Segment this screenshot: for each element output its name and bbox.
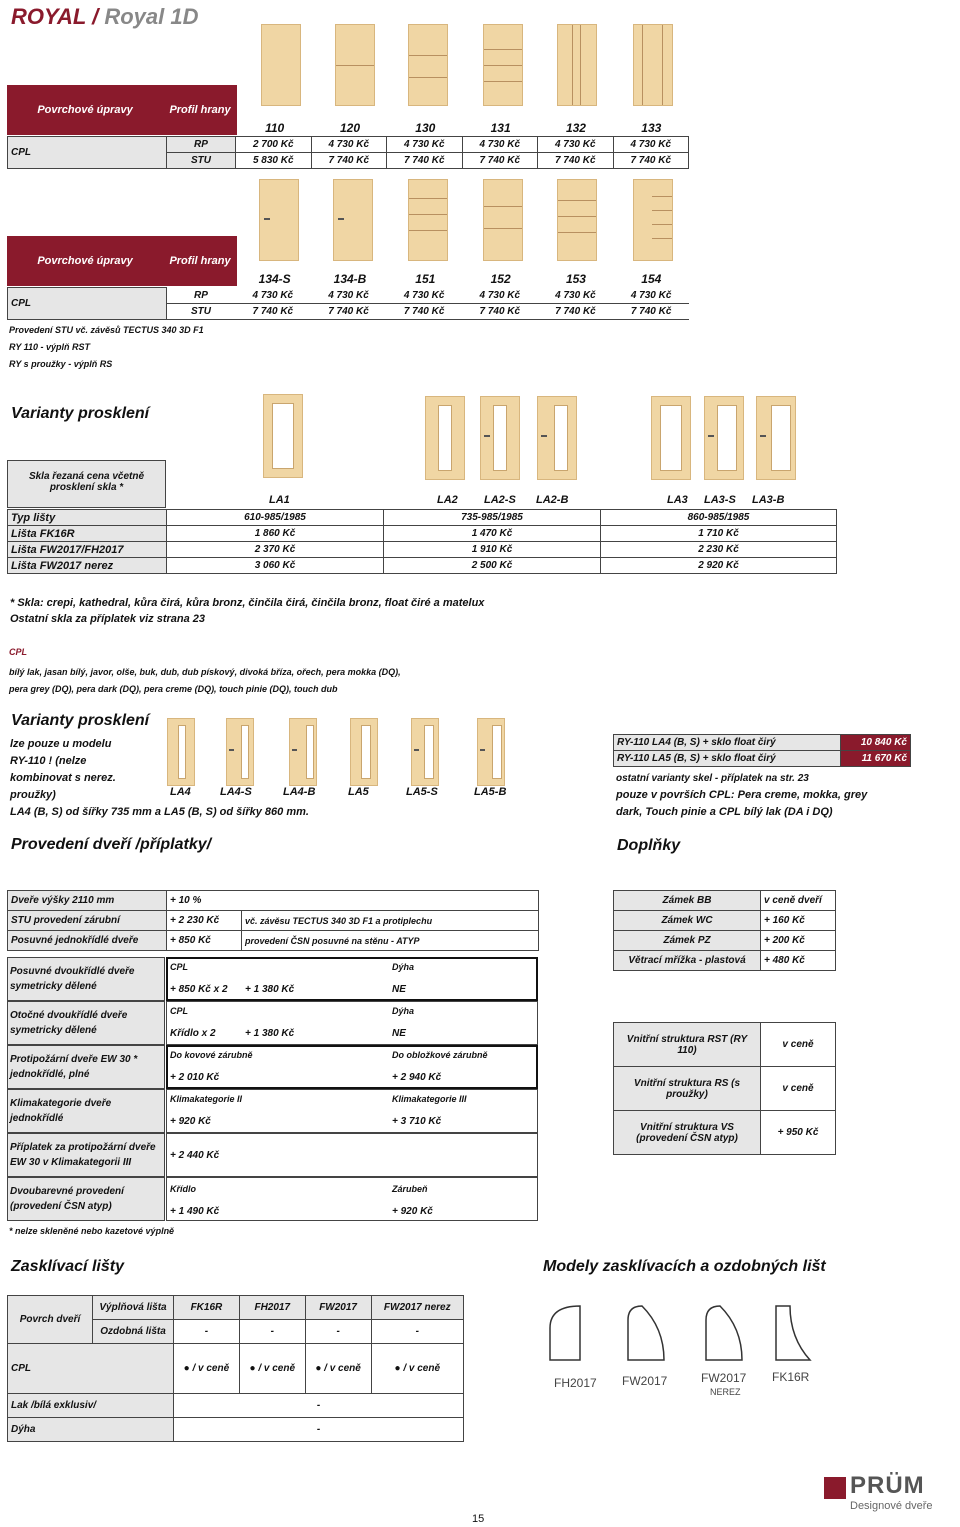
- note-line: RY 110 - výplň RST: [9, 342, 91, 352]
- profile-sublabel: NEREZ: [710, 1387, 741, 1397]
- option-head: Do obložkové zárubně: [392, 1050, 488, 1060]
- profile-fh2017-shape: [550, 1306, 580, 1360]
- glazing-cell: 2 370 Kč: [167, 542, 384, 558]
- molding-cell: -: [174, 1394, 464, 1418]
- glazing2-text-line: RY-110 ! (nelze: [10, 755, 87, 767]
- door-la5-image: [350, 718, 378, 786]
- accessory-price: + 200 Kč: [761, 931, 836, 951]
- option-value: + 2 940 Kč: [392, 1072, 442, 1083]
- glass-note-2: Ostatní skla za příplatek viz strana 23: [10, 613, 206, 625]
- glass-notes: [10, 595, 484, 627]
- option-value: + 2 230 Kč: [167, 911, 242, 931]
- page-title: [11, 4, 198, 30]
- glazing-row-label: Lišta FW2017/FH2017: [8, 542, 167, 558]
- option-head: CPL: [170, 962, 188, 972]
- glazing-table: [7, 509, 837, 574]
- structure-label: Vnitřní struktura RS (s proužky): [614, 1067, 761, 1111]
- model-label: 130: [415, 121, 436, 135]
- price-cell: 7 740 Kč: [613, 153, 689, 169]
- price-cell: 4 730 Kč: [387, 137, 463, 153]
- glass-note-1: * Skla: crepi, kathedral, kůra čirá, kůra bronz, činčila čirá, činčila bronz, float čiré a matelux: [10, 597, 485, 609]
- structure-price: v ceně: [761, 1023, 836, 1067]
- option-label: Dveře výšky 2110 mm: [8, 891, 167, 911]
- price-cell: 4 730 Kč: [252, 289, 294, 301]
- model-title: Royal 1D: [104, 4, 199, 29]
- glazing2-title: Varianty prosklení: [11, 712, 150, 729]
- profile-label: FW2017: [622, 1374, 668, 1388]
- option-head: Dýha: [392, 1006, 415, 1016]
- price-cell: 7 740 Kč: [403, 306, 445, 317]
- door-la2b-image: [537, 396, 577, 480]
- model-label: 151: [415, 272, 436, 286]
- accessory-price: v ceně dveří: [761, 891, 836, 911]
- glazing2-model: LA5-S: [406, 786, 438, 798]
- option-value: NE: [392, 984, 406, 995]
- price-cell: 4 730 Kč: [328, 289, 369, 301]
- profile-label: RP: [194, 289, 208, 301]
- profile-fk16r-shape: [776, 1306, 810, 1360]
- option-label: Posuvné jednokřídlé dveře: [8, 931, 167, 951]
- glazing2-text-line: kombinovat s nerez.: [10, 772, 116, 784]
- profile-label: FK16R: [772, 1370, 810, 1384]
- profile-label: FH2017: [554, 1376, 597, 1390]
- price-cell: 2 700 Kč: [236, 137, 312, 153]
- price-cell: 7 740 Kč: [479, 306, 521, 317]
- glazing2-model: LA4: [170, 786, 191, 798]
- door-la3b-image: [756, 396, 796, 480]
- cpl-colors-line: pera grey (DQ), pera dark (DQ), pera creme (DQ), touch pinie (DQ), touch dub: [9, 684, 338, 694]
- structure-label: Vnitřní struktura VS (provedení ČSN atyp): [614, 1111, 761, 1155]
- price-cell: 4 730 Kč: [538, 137, 614, 153]
- profile-fw2017-nerez-shape: [706, 1306, 742, 1360]
- molding-decor: -: [174, 1320, 240, 1344]
- structure-price: + 950 Kč: [761, 1111, 836, 1155]
- models-title: Modely zasklívacích a ozdobných lišt: [543, 1258, 826, 1275]
- moldings-table: [7, 1295, 464, 1442]
- option-head: Křídlo: [170, 1184, 196, 1194]
- glazing-cell: 1 910 Kč: [384, 542, 601, 558]
- glazing-model: LA1: [269, 494, 290, 506]
- price-cell: 7 740 Kč: [555, 306, 596, 317]
- table2-notes: [9, 322, 204, 373]
- glazing-model: LA3-S: [704, 494, 736, 506]
- moldings-head-fill: Výplňová lišta: [93, 1296, 174, 1320]
- door-la5b-image: [477, 718, 505, 786]
- door-la3-image: [651, 396, 691, 480]
- glazing2-text: [10, 736, 309, 821]
- price-cell: 4 730 Kč: [311, 137, 387, 153]
- price-table-1: [7, 85, 689, 135]
- profile-label: STU: [191, 306, 211, 317]
- header-surface: Povrchové úpravy: [7, 236, 163, 286]
- option-label: Otočné dvoukřídlé dveře symetricky dělené: [7, 1001, 165, 1045]
- price-cell: 7 740 Kč: [630, 306, 672, 317]
- option-value: + 10 %: [167, 891, 539, 911]
- option-value: Křídlo x 2: [170, 1028, 216, 1039]
- door-la4-image: [167, 718, 195, 786]
- glazing-cell: 3 060 Kč: [167, 558, 384, 574]
- option-value: + 1 380 Kč: [245, 1028, 295, 1039]
- model-label: 152: [490, 272, 511, 286]
- model-label: 134-B: [333, 272, 367, 286]
- options-table: [7, 890, 539, 951]
- option-head: Klimakategorie II: [170, 1094, 243, 1104]
- model-label: 134-S: [258, 272, 291, 286]
- structure-table: [613, 1022, 836, 1155]
- glazing-cell: 2 230 Kč: [601, 542, 837, 558]
- option-label: Klimakategorie dveře jednokřídlé: [7, 1089, 165, 1133]
- door-la1-image: [263, 394, 303, 478]
- door-la5s-image: [411, 718, 439, 786]
- glazing2-text-line: lze pouze u modelu: [10, 738, 112, 750]
- ry-price: 11 670 Kč: [841, 751, 911, 767]
- option-value: + 920 Kč: [392, 1206, 433, 1217]
- glazing-model: LA3: [667, 494, 688, 506]
- molding-col: FW2017: [305, 1296, 371, 1320]
- profile-fw2017-shape: [628, 1306, 664, 1360]
- glazing-cell: 1 860 Kč: [167, 526, 384, 542]
- ry-label: RY-110 LA5 (B, S) + sklo float čirý: [614, 751, 841, 767]
- ry-note: pouze v površích CPL: Pera creme, mokka, grey: [616, 789, 868, 801]
- glazing-cell: 1 470 Kč: [384, 526, 601, 542]
- glazing-cell: 860-985/1985: [601, 510, 837, 526]
- glazing2-width-note: LA4 (B, S) od šířky 735 mm a LA5 (B, S) od šířky 860 mm.: [10, 806, 309, 818]
- model-label: 133: [641, 121, 662, 135]
- option-label: Příplatek za protipožární dveře EW 30 v Klimakategorii III: [7, 1133, 165, 1177]
- option-note: vč. závěsu TECTUS 340 3D F1 a protiplechu: [242, 911, 539, 931]
- note-line: RY s proužky - výplň RS: [9, 359, 113, 369]
- ry-label: RY-110 LA4 (B, S) + sklo float čirý: [614, 735, 841, 751]
- price-cell: 7 740 Kč: [328, 306, 369, 317]
- ry-table: [613, 734, 911, 767]
- price-cell: 4 730 Kč: [479, 289, 521, 301]
- price-cell: 4 730 Kč: [462, 137, 538, 153]
- moldings-title: Zasklívací lišty: [11, 1258, 124, 1275]
- option-value: + 920 Kč: [170, 1116, 211, 1127]
- option-label: STU provedení zárubní: [8, 911, 167, 931]
- option-label: Dvoubarevné provedení (provedení ČSN atyp): [7, 1177, 165, 1221]
- option-head: Do kovové zárubně: [170, 1050, 253, 1060]
- accessory-label: Zámek BB: [614, 891, 761, 911]
- molding-cell: ● / v ceně: [371, 1344, 463, 1394]
- option-label: Posuvné dvoukřídlé dveře symetricky dělené: [7, 957, 165, 1001]
- glazing-model: LA2: [437, 494, 458, 506]
- glazing-cell: 610-985/1985: [167, 510, 384, 526]
- option-box: [166, 1177, 538, 1221]
- option-value: NE: [392, 1028, 406, 1039]
- option-value: + 1 380 Kč: [245, 984, 295, 995]
- price-cell: 7 740 Kč: [387, 153, 463, 169]
- option-value: + 850 Kč: [167, 931, 242, 951]
- structure-price: v ceně: [761, 1067, 836, 1111]
- option-head: Klimakategorie III: [392, 1094, 467, 1104]
- moldings-head-surface: Povrch dveří: [8, 1296, 93, 1344]
- molding-cell: ● / v ceně: [305, 1344, 371, 1394]
- molding-cell: ● / v ceně: [239, 1344, 305, 1394]
- accessory-price: + 480 Kč: [761, 951, 836, 971]
- molding-cell: -: [174, 1418, 464, 1442]
- price-table-2-body: [7, 287, 689, 320]
- price-cell: 4 730 Kč: [403, 289, 445, 301]
- glazing2-model: LA5-B: [474, 786, 507, 798]
- door-la2-image: [425, 396, 465, 480]
- molding-cell: ● / v ceně: [174, 1344, 240, 1394]
- glazing2-text-line: proužky): [10, 789, 56, 801]
- price-cell: 4 730 Kč: [555, 289, 596, 301]
- options-title: Provedení dveří /příplatky/: [11, 836, 212, 853]
- glazing2-model: LA5: [348, 786, 369, 798]
- model-label: 110: [265, 121, 285, 135]
- molding-decor: -: [371, 1320, 463, 1344]
- profile-label: RP: [167, 137, 236, 153]
- accessory-price: + 160 Kč: [761, 911, 836, 931]
- molding-col: FW2017 nerez: [371, 1296, 463, 1320]
- logo-mark: [824, 1477, 846, 1499]
- door-la4s-image: [226, 718, 254, 786]
- molding-col: FH2017: [239, 1296, 305, 1320]
- glazing2-model: LA4-B: [283, 786, 316, 798]
- price-cell: 5 830 Kč: [236, 153, 312, 169]
- ry-note: dark, Touch pinie a CPL bílý lak (DA i DQ): [616, 806, 833, 818]
- note-line: Provedení STU vč. závěsů TECTUS 340 3D F1: [9, 325, 204, 335]
- glazing-row-label: Lišta FW2017 nerez: [8, 558, 167, 574]
- option-box: [166, 1001, 538, 1045]
- molding-row-label: Dýha: [8, 1418, 174, 1442]
- structure-label: Vnitřní struktura RST (RY 110): [614, 1023, 761, 1067]
- molding-decor: -: [239, 1320, 305, 1344]
- header-profile: Profil hrany: [163, 85, 237, 135]
- model-label: 132: [565, 121, 586, 135]
- header-surface: Povrchové úpravy: [7, 85, 163, 135]
- option-head: CPL: [170, 1006, 188, 1016]
- glazing-row-label: Typ lišty: [8, 510, 167, 526]
- glazing2-model: LA4-S: [220, 786, 252, 798]
- option-value: + 2 010 Kč: [170, 1072, 220, 1083]
- option-head: Zárubeň: [392, 1184, 428, 1194]
- molding-row-label: CPL: [8, 1344, 174, 1394]
- brand-title: ROYAL /: [11, 4, 99, 29]
- door-la3s-image: [704, 396, 744, 480]
- glazing-cell: 2 500 Kč: [384, 558, 601, 574]
- model-label: 153: [565, 272, 586, 286]
- header-profile: Profil hrany: [163, 236, 237, 286]
- model-label: 120: [339, 121, 360, 135]
- option-value: + 3 710 Kč: [392, 1116, 442, 1127]
- cpl-colors: [9, 664, 401, 698]
- glazing-row-label: Lišta FK16R: [8, 526, 167, 542]
- accessory-label: Větrací mřížka - plastová: [614, 951, 761, 971]
- moldings-head-decor: Ozdobná lišta: [93, 1320, 174, 1344]
- row-label-cpl: CPL: [8, 137, 167, 169]
- price-cell: 7 740 Kč: [311, 153, 387, 169]
- options-footnote: * nelze skleněné nebo kazetové výplně: [9, 1226, 175, 1236]
- cpl-label: CPL: [9, 647, 27, 657]
- glazing-cell: 2 920 Kč: [601, 558, 837, 574]
- model-label: 131: [490, 121, 511, 135]
- price-table-2: [7, 236, 689, 286]
- glazing-model: LA2-B: [536, 494, 569, 506]
- accessories-table: [613, 890, 836, 971]
- ry-price: 10 840 Kč: [841, 735, 911, 751]
- logo-tagline: Designové dveře: [850, 1500, 933, 1512]
- price-cell: 4 730 Kč: [613, 137, 689, 153]
- option-value: + 850 Kč x 2: [170, 984, 228, 995]
- glazing-cell: 1 710 Kč: [601, 526, 837, 542]
- glazing-cell: 735-985/1985: [384, 510, 601, 526]
- price-cell: 7 740 Kč: [462, 153, 538, 169]
- glazing-header: Skla řezaná cena včetně prosklení skla *: [7, 460, 166, 508]
- molding-row-label: Lak /bílá exklusiv/: [8, 1394, 174, 1418]
- option-box: [166, 1133, 538, 1177]
- row-label-cpl: CPL: [8, 288, 167, 320]
- option-value: + 2 440 Kč: [170, 1150, 220, 1161]
- glazing-model: LA3-B: [752, 494, 785, 506]
- door-la4b-image: [289, 718, 317, 786]
- logo-name: PRÜM: [850, 1472, 925, 1499]
- price-cell: 7 740 Kč: [252, 306, 294, 317]
- ry-notes: [616, 770, 867, 821]
- profile-label: STU: [167, 153, 236, 169]
- accessories-title: Doplňky: [617, 837, 681, 854]
- molding-col: FK16R: [174, 1296, 240, 1320]
- page-number: 15: [472, 1513, 485, 1525]
- option-note: provedení ČSN posuvné na stěnu - ATYP: [242, 931, 539, 951]
- model-label: 154: [641, 272, 662, 286]
- molding-decor: -: [305, 1320, 371, 1344]
- ry-note: ostatní varianty skel - příplatek na str. 23: [616, 773, 809, 784]
- price-table-1-body: [7, 136, 689, 169]
- accessory-label: Zámek PZ: [614, 931, 761, 951]
- option-head: Dýha: [392, 962, 415, 972]
- cpl-colors-line: bílý lak, jasan bílý, javor, olše, buk, dub, dub pískový, divoká bříza, ořech, pera mokka (DQ),: [9, 667, 401, 677]
- price-cell: 4 730 Kč: [630, 289, 672, 301]
- option-value: + 1 490 Kč: [170, 1206, 220, 1217]
- glazing-model: LA2-S: [484, 494, 516, 506]
- option-label: Protipožární dveře EW 30 * jednokřídlé, plné: [7, 1045, 165, 1089]
- profile-label: FW2017: [701, 1371, 747, 1385]
- glazing-title: Varianty prosklení: [11, 405, 150, 422]
- accessory-label: Zámek WC: [614, 911, 761, 931]
- door-la2s-image: [480, 396, 520, 480]
- price-cell: 7 740 Kč: [538, 153, 614, 169]
